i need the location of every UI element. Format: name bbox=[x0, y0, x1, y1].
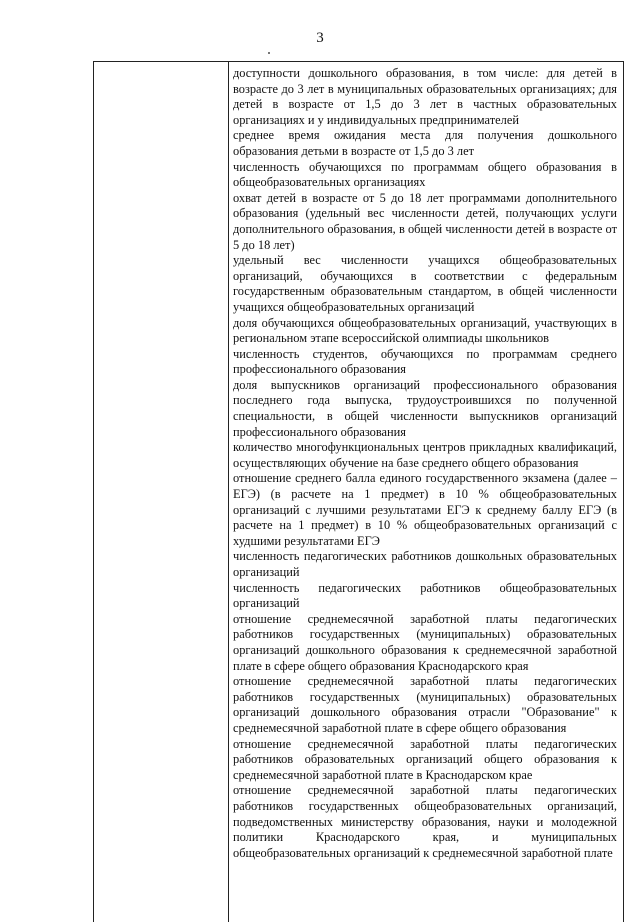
indicator-paragraph: доступности дошкольного образования, в том числе: для детей в возрасте до 3 лет в муниципальных образовательных организациях; для детей в возрасте от 1,5 до 3 лет в частных образовательных организациях и у индивидуальных предпринимателей bbox=[233, 66, 617, 127]
indicator-text-cell bbox=[233, 66, 617, 861]
indicator-paragraph: численность педагогических работников общеобразовательных организаций bbox=[233, 580, 617, 611]
indicator-paragraph: отношение среднемесячной заработной платы педагогических работников государственных общеобразовательных организаций, подведомственных министерству образования, науки и молодежной политики Краснодарского края, и муниципальных общеобразовательных организаций к среднемесячной заработной плате bbox=[233, 783, 617, 860]
indicator-paragraph: количество многофункциональных центров прикладных квалификаций, осуществляющих обучение на базе среднего общего образования bbox=[233, 440, 617, 470]
indicator-paragraph: численность педагогических работников дошкольных образовательных организаций bbox=[233, 549, 617, 579]
indicator-paragraph: численность студентов, обучающихся по программам среднего профессионального образования bbox=[233, 346, 617, 377]
indicator-paragraph: доля выпускников организаций профессионального образования последнего года выпуска, трудоустроившихся по полученной специальности, в общей численности выпускников организаций профессионального образования bbox=[233, 377, 617, 439]
indicator-paragraph: отношение среднего балла единого государственного экзамена (далее – ЕГЭ) (в расчете на 1 предмет) в 10 % общеобразовательных организаций с лучшими результатами ЕГЭ к среднему баллу ЕГЭ (в расчете на 1 предмет) в 10 % общеобразовательных организаций с худшими результатами ЕГЭ bbox=[233, 471, 617, 548]
indicator-table bbox=[93, 61, 624, 922]
indicator-paragraph: отношение среднемесячной заработной платы педагогических работников государственных (муниципальных) образовательных организаций дошкольного образования отрасли "Образование" к среднемесячной заработной плате в сфере общего образования bbox=[233, 674, 617, 735]
indicator-paragraph: доля обучающихся общеобразовательных организаций, участвующих в региональном этапе всероссийской олимпиады школьников bbox=[233, 315, 617, 346]
indicator-paragraph: среднее время ожидания места для получения дошкольного образования детьми в возрасте от 1,5 до 3 лет bbox=[233, 128, 617, 158]
indicator-paragraph: удельный вес численности учащихся общеобразовательных организаций, обучающихся в соответствии с федеральным государственным образовательным стандартом, в общей численности учащихся общеобразовательных организаций bbox=[233, 253, 617, 314]
page-number: 3 bbox=[316, 30, 324, 46]
scan-dot bbox=[268, 52, 270, 54]
column-divider bbox=[228, 62, 229, 922]
indicator-paragraph: отношение среднемесячной заработной платы педагогических работников образовательных организаций общего образования к среднемесячной заработной плате в Краснодарском крае bbox=[233, 736, 617, 782]
indicator-paragraph: охват детей в возрасте от 5 до 18 лет программами дополнительного образования (удельный вес численности детей, получающих услуги дополнительного образования, в общей численности детей в возрасте от 5 до 18 лет) bbox=[233, 190, 617, 252]
indicator-paragraph: численность обучающихся по программам общего образования в общеобразовательных организациях bbox=[233, 159, 617, 190]
indicator-paragraph: отношение среднемесячной заработной платы педагогических работников государственных (муниципальных) образовательных организаций дошкольного образования к среднемесячной заработной плате в сфере общего образования Краснодарского края bbox=[233, 611, 617, 673]
